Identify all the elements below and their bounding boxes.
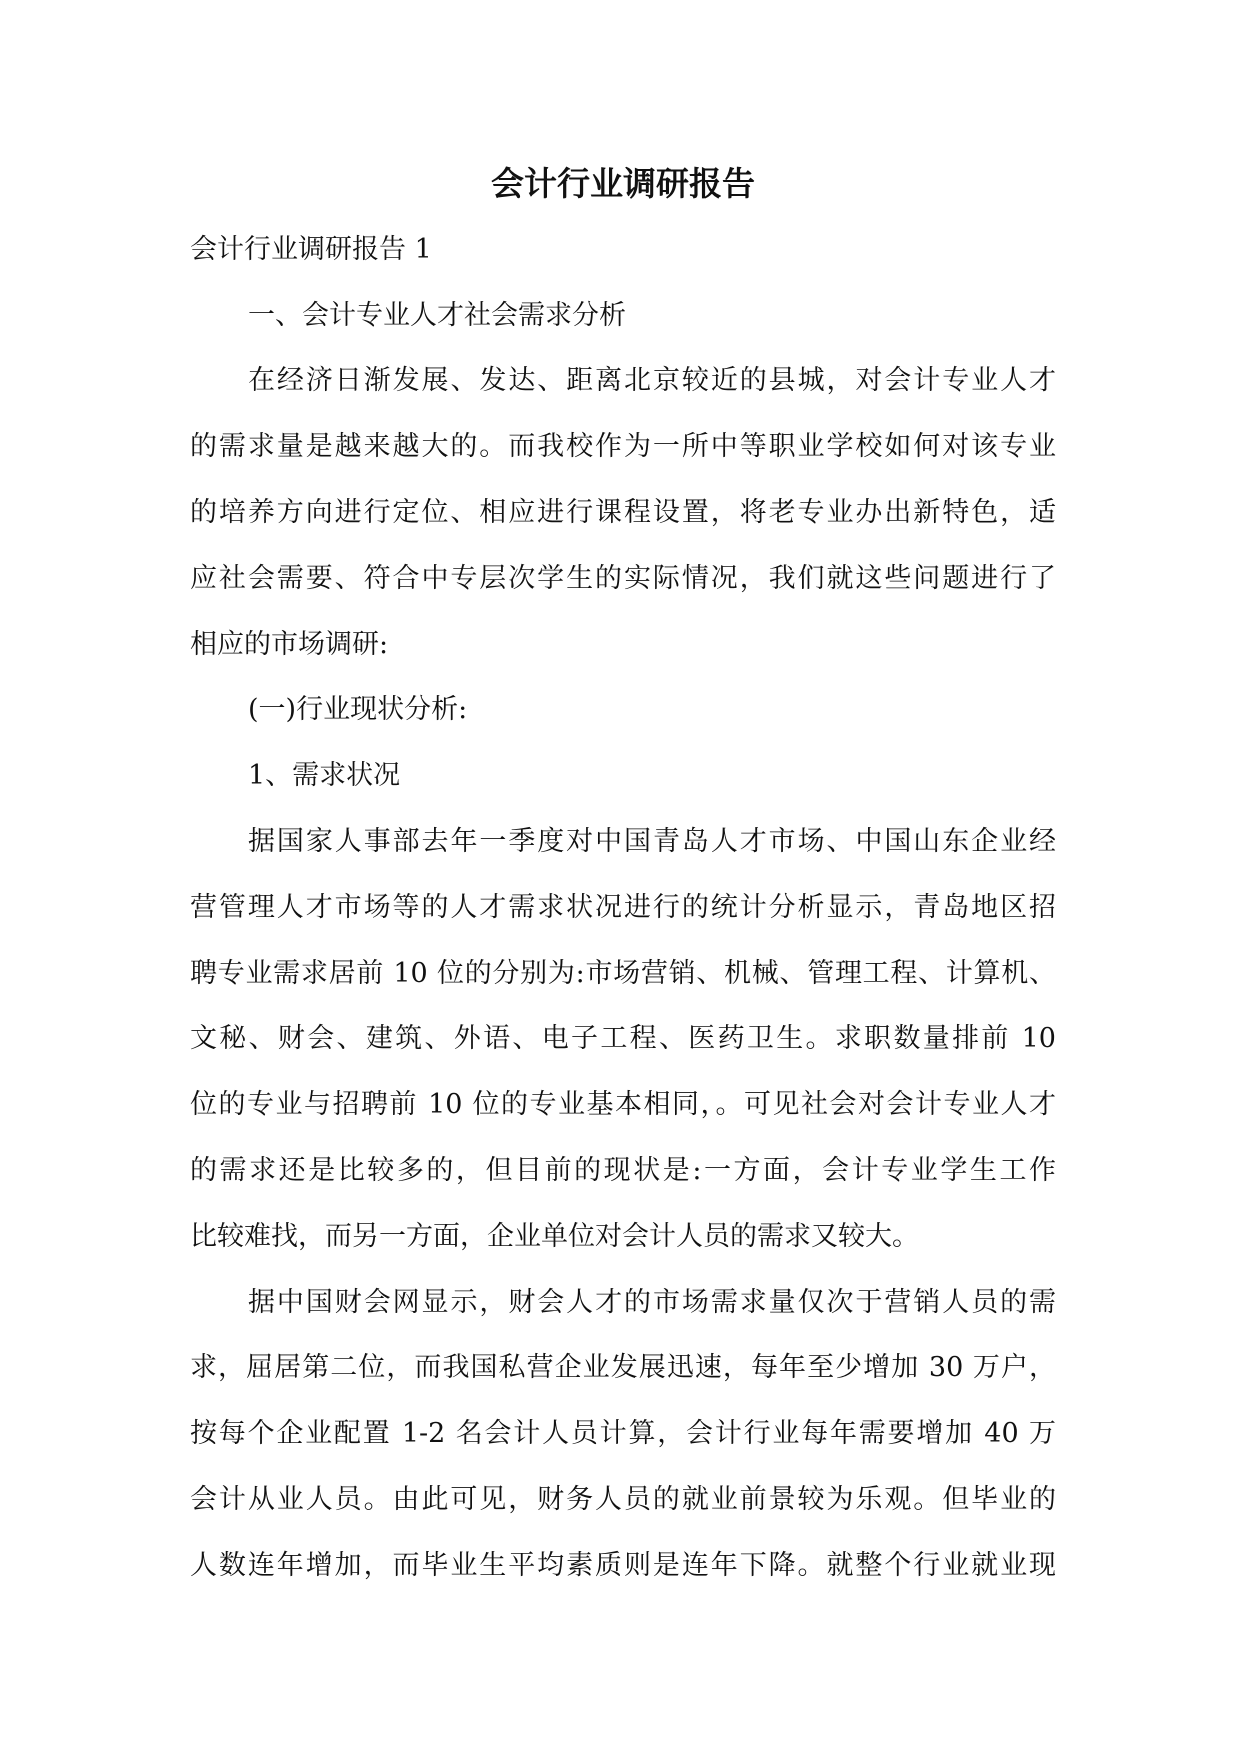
paragraph-line: 按每个企业配置 1-2 名会计人员计算，会计行业每年需要增加 40 万 <box>190 1418 1056 1450</box>
paragraph-line: 的培养方向进行定位、相应进行课程设置，将老专业办出新特色，适 <box>190 496 1056 528</box>
paragraph <box>190 1270 1056 1599</box>
paragraph-line: 文秘、财会、建筑、外语、电子工程、医药卫生。求职数量排前 10 <box>190 1023 1056 1055</box>
document-title: 会计行业调研报告 <box>491 164 755 203</box>
paragraph-line: 的需求还是比较多的，但目前的现状是:一方面，会计专业学生工作 <box>190 1154 1056 1186</box>
paragraph-line: 人数连年增加，而毕业生平均素质则是连年下降。就整个行业就业现 <box>190 1549 1056 1581</box>
paragraph-line: 位的专业与招聘前 10 位的专业基本相同，。可见社会对会计专业人才 <box>190 1089 1056 1121</box>
paragraph-line: 聘专业需求居前 10 位的分别为:市场营销、机械、管理工程、计算机、 <box>190 957 1056 989</box>
paragraph <box>190 348 1056 677</box>
paragraph-line: 会计从业人员。由此可见，财务人员的就业前景较为乐观。但毕业的 <box>190 1483 1056 1515</box>
paragraph-line: 在经济日渐发展、发达、距离北京较近的县城，对会计专业人才 <box>248 365 1056 397</box>
paragraph-line: 营管理人才市场等的人才需求状况进行的统计分析显示，青岛地区招 <box>190 891 1056 923</box>
paragraph-line: 据国家人事部去年一季度对中国青岛人才市场、中国山东企业经 <box>248 825 1056 857</box>
document-body <box>190 151 1056 1599</box>
paragraph-line: 应社会需要、符合中专层次学生的实际情况，我们就这些问题进行了 <box>190 562 1056 594</box>
paragraph-line: 比较难找，而另一方面，企业单位对会计人员的需求又较大。 <box>190 1220 919 1252</box>
subsection-heading: (一)行业现状分析: <box>248 694 468 726</box>
report-heading: 会计行业调研报告 1 <box>190 233 432 265</box>
item-heading: 1、需求状况 <box>248 760 401 792</box>
paragraph-line: 相应的市场调研: <box>190 628 389 660</box>
section-heading: 一、会计专业人才社会需求分析 <box>248 299 626 331</box>
paragraph <box>190 809 1056 1270</box>
paragraph-line: 据中国财会网显示，财会人才的市场需求量仅次于营销人员的需 <box>248 1286 1056 1318</box>
paragraph-line: 求，屈居第二位，而我国私营企业发展迅速，每年至少增加 30 万户， <box>190 1352 1056 1384</box>
paragraph-line: 的需求量是越来越大的。而我校作为一所中等职业学校如何对该专业 <box>190 431 1056 463</box>
